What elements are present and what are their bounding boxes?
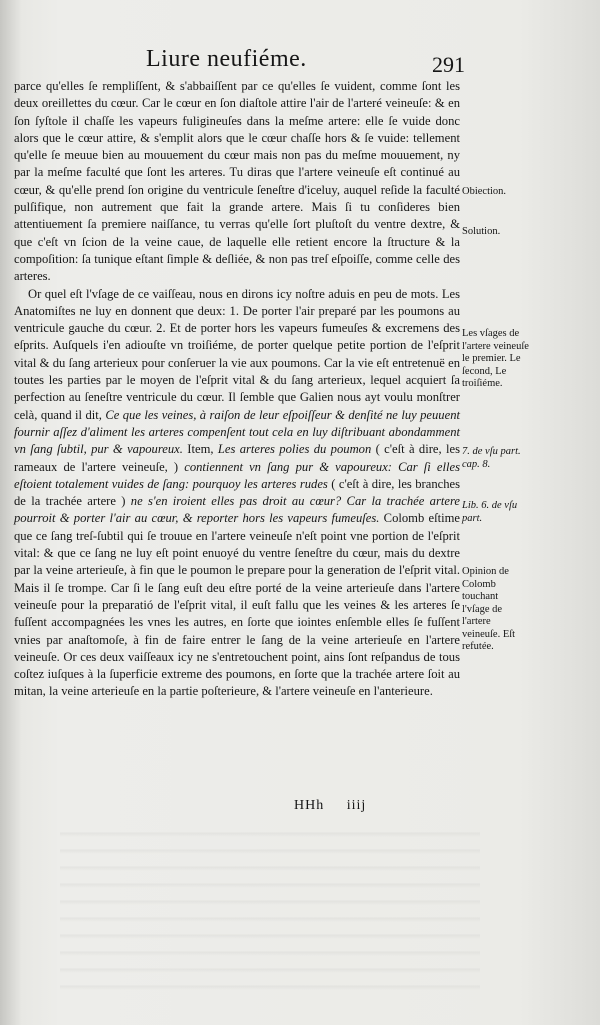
signature-mark xyxy=(294,798,366,814)
item-label: Item, xyxy=(187,442,214,457)
main-text-block xyxy=(14,78,460,701)
running-head-title: Liure neufiéme. xyxy=(146,46,307,72)
paragraph-2-part-4: Colomb eſtime que ce ſang treſ-ſubtil qui ſe trouue en l'artere veineuſe n'eſt point vne portion de l'eſprit vital: & que ce ſang ne luy eſt point enuoyé du ventre ſeneſtre du cœur, mais du dextre par la veine arterieuſe, à fin que le poumon le prepare pour la generation de l'eſprit vital. Mais il ſe trompe. Car ſi le ſang euſt deu eſtre porté de la veine arterieuſe dans l'artere veineuſe pour la preparatió de l'eſprit vital, il euſt fallu que les veines & les arteres ſe fuſſent accompagnées les vnes les autres, en ſorte que iointes enſemble elles ſe fuſſent vnies par anaſtomoſe, à fin de faire entrer le ſang de la veine arterieuſe en l'artere veineuſe. Or ces deux vaiſſeaux icy ne s'entretouchent point, ains ſont reſpandus de tous coſtez iuſques à la ſuperficie extreme des poumons, en ſorte que la trachée artere ſoit au mitan, la veine arterieuſe en la partie poſterieure, & l'artere veineuſe en l'anterieure. xyxy=(14,511,460,699)
signature-letters: HHh xyxy=(294,798,325,813)
paragraph-1: parce qu'elles ſe rempliſſent, & s'abbaiſſent par ce qu'elles ſe vuident, comme ſont les deux oreillettes du cœur. Car le cœur en ſon diaſtole attire l'air de l'arteré veineuſe: & en ſon ſyſtole il chaſſe les vapeurs fuligineuſes dans la meſme artere: elle ſe vuide donc alors que le cœur attire, & s'emplit alors que le cœur chaſſe hors & ſe vuide: tellement qu'elle ſe meuue bien au mouuement du cœur mais non pas du meſme mouuement, ny par la meſme faculté que ſont les arteres. Tu diras que l'artere veineuſe eſt continué au cœur, & qu'elle prend ſon origine du ventricule ſeneſtre d'iceluy, auquel reſide la faculté pulſifique, non autrement que fait la grande artere. Mais ſi tu conſideres bien attentiuement ſa premiere naiſſance, tu verras qu'elle ſort pluſtoſt du ventre dextre, & que c'eſt vn ſcion de la veine caue, de laquelle elle retient encore la ſtructure & la compoſition: ſa tunique eſtant ſimple & deſliée, & non pas treſ eſpoiſſe, comme celle des arteres. xyxy=(14,79,460,284)
paragraph-2-part-3: ( c'eſt à dire, les branches de la trachée artere ) xyxy=(14,476,460,509)
margin-note-colomb: Opinion de Colomb touchant l'vſage de l'artere veineuſe. Eſt refutée. xyxy=(462,566,516,652)
margin-note-objection: Obiection. xyxy=(462,186,507,197)
paragraph-2 xyxy=(14,286,460,701)
paragraph-2-part-2: ( c'eſt à dire, les rameaux de l'artere veineuſe, ) xyxy=(14,442,460,474)
margin-note-solution: Solution. xyxy=(462,226,501,237)
page-number: 291 xyxy=(432,52,465,77)
galen-quote-1: Ce que les veines, à raiſon de leur eſpoiſſeur & denſité ne luy peuuent fournir aſſez d'aliment les arteres compenſent tout cela en luy diſtribuant abondamment vn ſang ſubtil, pur & vapoureux. xyxy=(14,407,460,457)
margin-note-usages: Les vſages de l'artere veineuſe le premier. Le ſecond, Le troiſiéme. xyxy=(462,328,529,389)
galen-quote-3: contiennent vn ſang pur & vapoureux: Car ſi elles eſtoient totalement vuides de ſang: pourquoy les arteres rudes xyxy=(14,459,460,491)
paragraph-2-part-1: Or quel eſt l'vſage de ce vaiſſeau, nous en dirons icy noſtre aduis en peu de mots. Les Anatomiſtes ne luy en donnent que deux: 1. De porter l'air preparé par les poumons au ventricule gauche du cœur. 2. Et de porter hors les vapeurs fumeuſes & excremens des eſprits. Auſquels i'en adiouſte vn troiſiéme, de porter quelque petite portion de l'eſprit vital & du ſang arterieux pour conſeruer la vie aux poumons. Car la vie eſt entretenuë en toutes les parties par le moyen de l'eſprit vital & du ſang arterieux, lequel acquiert ſa perfection au ſeneſtre ventricule du cœur. Il ſemble que Galien nous ayt voulu monſtrer celà, quand il dit, xyxy=(14,286,460,422)
show-through-shadow xyxy=(60,820,480,1000)
margin-note-citation-1: 7. de vſu part. cap. 8. xyxy=(462,446,521,470)
galen-quote-4: ne s'en iroient elles pas droit au cœur? Car la trachée artere pourroit & porter l'air au cœur, & reporter hors les vapeurs fumeuſes. xyxy=(14,494,460,526)
galen-quote-2: Les arteres polies du poumon xyxy=(217,442,372,457)
signature-number: iiij xyxy=(346,798,367,813)
margin-note-citation-2: Lib. 6. de vſu part. xyxy=(462,500,518,524)
